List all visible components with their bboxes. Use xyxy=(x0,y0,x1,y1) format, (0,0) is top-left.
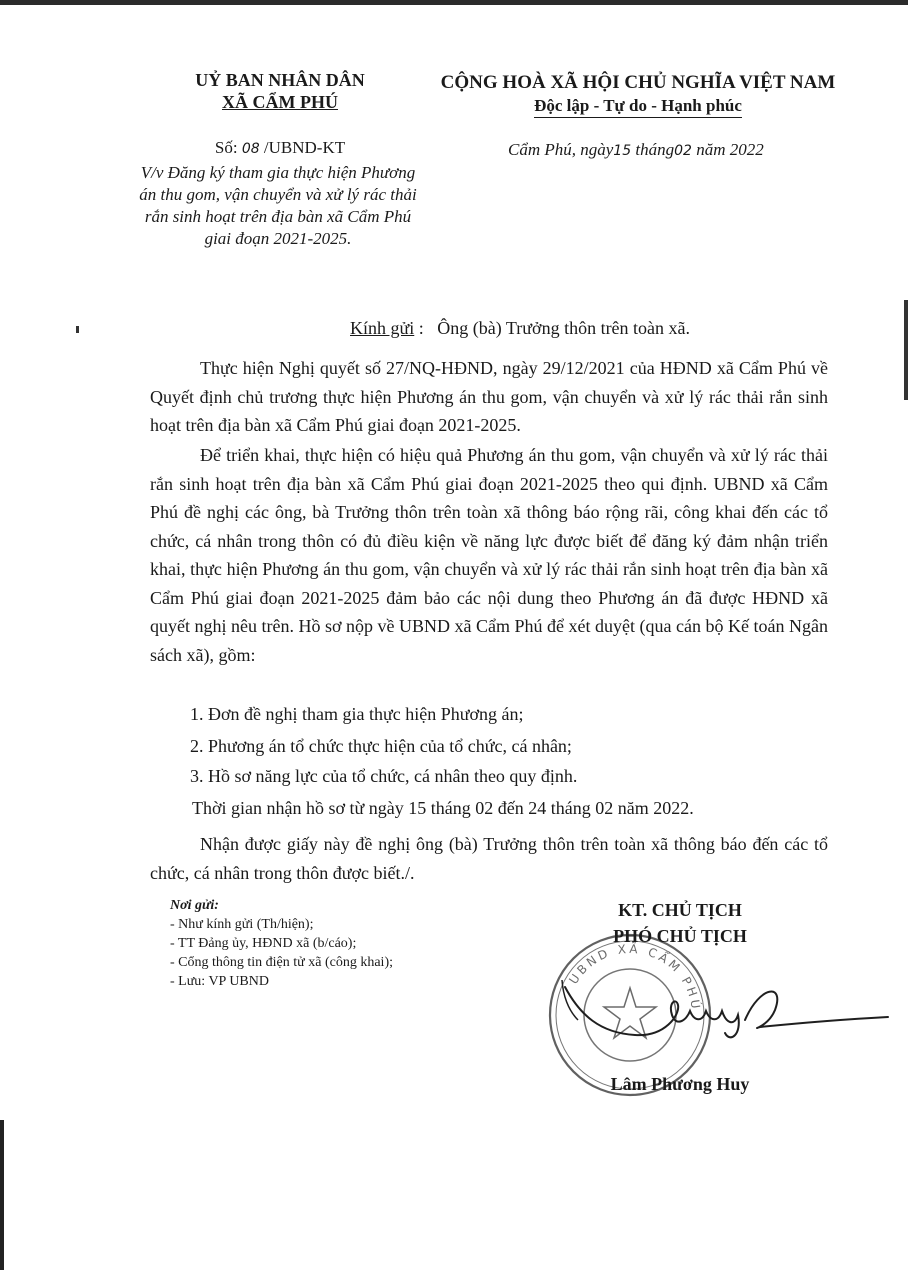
body-paragraph: Thực hiện Nghị quyết số 27/NQ-HĐND, ngày 29/12/2021 của HĐND xã Cẩm Phú về Quyết định chủ trương thực hiện Phương án thu gom, vận chuyển và xử lý rác thải rắn sinh hoạt trên địa bàn xã Cẩm Phú giai đoạn 2021-2025. xyxy=(150,358,828,435)
document-number xyxy=(160,138,400,158)
day-value: 15 xyxy=(613,143,632,159)
distribution-title: Nơi gửi: xyxy=(170,898,219,913)
list-item: 1. Đơn đề nghị tham gia thực hiện Phương án; xyxy=(190,704,524,724)
commune-name: XÃ CẨM PHÚ xyxy=(222,92,338,112)
number-value: 08 xyxy=(241,141,260,157)
national-title: CỘNG HOÀ XÃ HỘI CHỦ NGHĨA VIỆT NAM xyxy=(440,72,836,93)
scan-top-border xyxy=(0,0,908,5)
scan-edge-mark xyxy=(0,1120,4,1270)
recipient-label: Kính gửi xyxy=(350,318,415,338)
distribution-item: - Lưu: VP UBND xyxy=(170,974,269,989)
day-label: ngày xyxy=(580,140,614,159)
number-suffix: /UBND-KT xyxy=(263,138,346,157)
document-subject: V/v Đăng ký tham gia thực hiện Phương án thu gom, vận chuyển và xử lý rác thải rắn sinh hoạt trên địa bàn xã Cẩm Phú giai đoạn 2021-2025. xyxy=(139,163,417,248)
recipient-line xyxy=(350,318,690,339)
deadline-text: Thời gian nhận hồ sơ từ ngày 15 tháng 02 đến 24 tháng 02 năm 2022. xyxy=(192,798,694,818)
year-text: năm 2022 xyxy=(696,140,764,159)
national-motto xyxy=(418,96,858,116)
signer-title: KT. CHỦ TỊCH xyxy=(618,900,742,920)
motto-text: Độc lập - Tự do - Hạnh phúc xyxy=(534,96,742,118)
signer-name: Lâm Phương Huy xyxy=(610,1074,750,1094)
month-value: 02 xyxy=(674,143,692,159)
agency-name: UỶ BAN NHÂN DÂN xyxy=(195,70,365,90)
signer-position: PHÓ CHỦ TỊCH xyxy=(613,926,747,946)
distribution-list xyxy=(170,896,470,991)
place-and-date xyxy=(508,140,848,160)
distribution-item: - TT Đảng ủy, HĐND xã (b/cáo); xyxy=(170,936,357,951)
distribution-item: - Như kính gửi (Th/hiện); xyxy=(170,917,314,932)
scan-speck xyxy=(76,326,79,333)
recipient-separator: : xyxy=(414,318,424,338)
scan-edge-mark xyxy=(904,300,908,400)
list-item: 2. Phương án tổ chức thực hiện của tổ chức, cá nhân; xyxy=(190,736,572,756)
number-prefix: Số: xyxy=(214,138,238,157)
month-label: tháng xyxy=(635,140,675,159)
svg-text:UBND XÃ CẨM PHÚ: UBND XÃ CẨM PHÚ xyxy=(566,941,704,1013)
distribution-item: - Cổng thông tin điện tử xã (công khai); xyxy=(170,955,393,970)
list-item: 3. Hồ sơ năng lực của tổ chức, cá nhân theo quy định. xyxy=(190,766,578,786)
body-paragraph: Nhận được giấy này đề nghị ông (bà) Trưởng thôn trên toàn xã thông báo đến các tổ chức, cá nhân trong thôn được biết./. xyxy=(150,834,828,883)
body-paragraph: Để triển khai, thực hiện có hiệu quả Phương án thu gom, vận chuyển và xử lý rác thải rắn sinh hoạt trên địa bàn xã Cẩm Phú giai đoạn 2021-2025 theo qui định. UBND xã Cẩm Phú đề nghị các ông, bà Trưởng thôn trên toàn xã thông báo rộng rãi, công khai đến các tổ chức, cá nhân trong thôn có đủ điều kiện về năng lực được biết để đăng ký đảm nhận triển khai, thực hiện Phương án thu gom, vận chuyển và xử lý rác thải rắn sinh hoạt trên địa bàn xã Cẩm Phú giai đoạn 2021-2025 đảm bảo các nội dung theo Phương án đã được HĐND xã quyết nghị nêu trên. Hồ sơ nộp về UBND xã Cẩm Phú để xét duyệt (qua cán bộ Kế toán Ngân sách xã), gồm: xyxy=(150,445,828,665)
place: Cẩm Phú, xyxy=(508,140,576,159)
handwritten-signature-icon xyxy=(560,975,890,1045)
recipient-value: Ông (bà) Trưởng thôn trên toàn xã. xyxy=(437,318,691,338)
